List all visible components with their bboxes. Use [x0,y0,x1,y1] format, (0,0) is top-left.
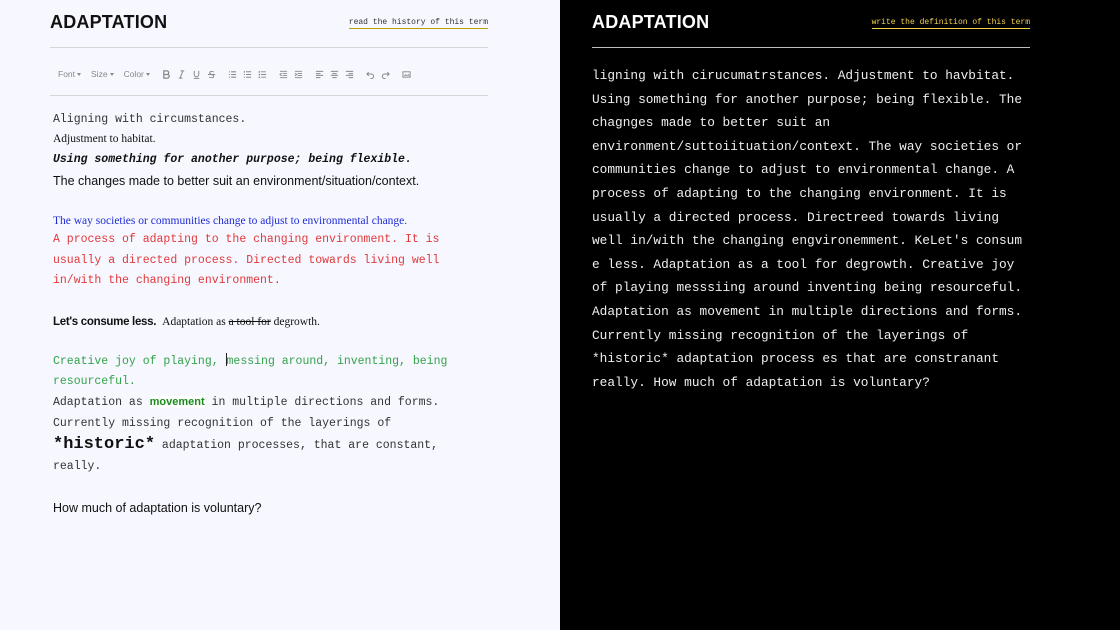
editor-line: A process of adapting to the changing environment. It is usually a directed process. Directed towards living well in/with the changing environment. [53,233,440,287]
chevron-down-icon [77,73,81,76]
editor-line [53,413,453,477]
divider [592,47,1030,48]
underline-icon [192,70,201,79]
large-word: *historic* [53,434,156,454]
editor-line: How much of adaptation is voluntary? [53,500,262,515]
align-center-icon [330,70,339,79]
checklist-button[interactable] [256,67,270,81]
editor-line: Aligning with circumstances. [53,113,247,126]
font-dropdown[interactable] [58,69,81,79]
strikethrough-icon [207,70,216,79]
editor-line [53,352,453,392]
chevron-down-icon [110,73,114,76]
consume-text: Adaptation as [162,315,229,328]
outdent-button[interactable] [277,67,291,81]
numbered-list-icon [243,70,252,79]
bullet-list-icon [228,70,237,79]
outdent-icon [279,70,288,79]
color-dropdown[interactable] [124,69,150,79]
italic-icon [177,70,186,79]
page-title: ADAPTATION [50,12,168,32]
green-text: messing around, inventing, being resourceful. [53,354,448,388]
redo-icon [381,70,390,79]
indent-button[interactable] [292,67,306,81]
indent-icon [294,70,303,79]
align-center-button[interactable] [328,67,342,81]
editor-line [53,312,453,332]
page-title: ADAPTATION [592,12,710,32]
definition-link[interactable]: write the definition of this term [871,18,1030,27]
numbered-list-button[interactable] [241,67,255,81]
hist-text: adaptation processes, that are constant, really. [53,438,438,473]
adapt-text: Adaptation as [53,395,150,409]
hist-text: Currently missing recognition of the layerings of [53,416,392,430]
highlighted-word: movement [149,395,205,408]
checklist-icon [258,70,267,79]
green-text: Creative joy of playing, [53,354,226,368]
bold-icon [162,70,171,79]
editor-line: The changes made to better suit an environment/situation/context. [53,174,420,188]
divider [50,95,488,96]
bold-button[interactable] [160,67,174,81]
formatting-toolbar [58,67,415,81]
consume-text: degrowth. [270,315,320,328]
editor-line: Adjustment to habitat. [53,133,156,145]
image-icon [402,70,411,79]
size-dropdown[interactable] [91,69,114,79]
divider [50,47,488,48]
preview-panel [560,0,1120,630]
definition-text: ligning with cirucumatrstances. Adjustment to havbitat. Using something for another purpose; being flexible. The chagnges made to better suit an environment/suttoiituation/context. The way societies or communities change to adjust to environmental change. A process of adapting to the changing environment. It is usually a directed process. Directreed towards living well in/with the changing engvironemment. KeLet's consum e less. Adaptation as a tool for degrowth. Creative joy of playing messsiing around inventing being resourceful. Adaptation as movement in multiple directions and forms. Currently missing recognition of the layerings of *historic* adaptation process es that are constranant really. How much of adaptation is voluntary? [592,68,1023,390]
font-dropdown-label: Font [58,69,76,79]
strikethrough-text: a tool for [228,315,271,328]
align-left-button[interactable] [313,67,327,81]
text-editor[interactable] [53,110,453,519]
align-right-button[interactable] [343,67,357,81]
strikethrough-button[interactable] [205,67,219,81]
bullet-list-button[interactable] [226,67,240,81]
align-right-icon [345,70,354,79]
align-left-icon [315,70,324,79]
editor-line: Using something for another purpose; being flexible. [53,153,412,166]
consume-text: Let's consume less. [53,315,157,328]
history-link[interactable]: read the history of this term [348,18,488,27]
redo-button[interactable] [379,67,393,81]
editor-line: The way societies or communities change to adjust to environmental change. [53,215,408,227]
size-dropdown-label: Size [91,69,108,79]
underline-button[interactable] [190,67,204,81]
color-dropdown-label: Color [123,69,144,79]
insert-image-button[interactable] [400,67,414,81]
editor-line [53,392,453,413]
chevron-down-icon [146,73,150,76]
undo-button[interactable] [364,67,378,81]
italic-button[interactable] [175,67,189,81]
adapt-text: in multiple directions and forms. [204,395,440,409]
undo-icon [366,70,375,79]
